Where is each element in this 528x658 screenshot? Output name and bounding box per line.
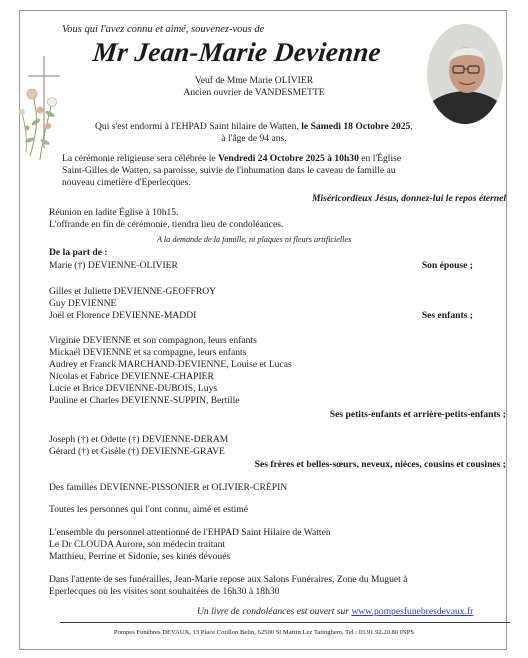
sibling-1: Joseph (†) et Odette (†) DEVIENNE-DERAM: [49, 434, 229, 445]
death-date: le Samedi 18 Octobre 2025: [301, 121, 411, 132]
spouse-name: Marie (†) DEVIENNE-OLIVIER: [49, 260, 178, 271]
death-place: Qui s'est endormi à l'EHPAD Saint hilaire de Watten,: [95, 121, 302, 132]
footer-divider: [60, 622, 510, 623]
condolence-book: [197, 606, 473, 618]
portrait-photo: [427, 24, 503, 124]
sibling-2: Gérard (†) et Gisèle (†) DEVIENNE-GRAVE: [49, 446, 225, 457]
families-line: Des familles DEVIENNE-PISSONIER et OLIVIER-CRÉPIN: [49, 482, 288, 493]
condolence-book-text: Un livre de condoléances est ouvert sur: [197, 606, 352, 617]
widower-line: Veuf de Mme Marie OLIVIER: [194, 75, 314, 86]
age-line: à l'âge de 94 ans.: [221, 133, 287, 144]
ceremony-date: Vendredi 24 Octobre 2025 à 10h30: [218, 153, 359, 164]
child-3: Joël et Florence DEVIENNE-MADDI: [49, 310, 197, 321]
meeting-line-1: Réunion en ladite Église à 10h15.: [49, 207, 179, 218]
intro-line: Vous qui l'avez connu et aimé, souvenez-vous de: [62, 24, 265, 35]
rest-line-1: Dans l'attente de ses funérailles, Jean-Marie repose aux Salons Funéraires, Zone du Muguet à: [49, 574, 408, 585]
child-2: Guy DEVIENNE: [49, 298, 117, 309]
death-comma: ,: [410, 121, 413, 132]
grandchild-4: Nicolas et Fabrice DEVIENNE-CHAPIER: [49, 371, 214, 382]
all-people-line: Toutes les personnes qui l'ont connu, aimé et estimé: [49, 504, 249, 515]
siblings-label: Ses frères et belles-sœurs, neveux, nièces, cousins et cousines ;: [254, 459, 506, 470]
prayer-line: Miséricordieux Jésus, donnez-lui le repos éternel: [311, 193, 506, 204]
meeting-line-2: L'offrande en fin de cérémonie, tiendra lieu de condoléances.: [49, 219, 284, 230]
portrait-silhouette-icon: [427, 24, 503, 124]
condolence-link[interactable]: www.pompesfunebresdevaux.fr: [351, 606, 474, 617]
cross-flowers-icon: [18, 56, 68, 164]
child-1: Gilles et Juliette DEVIENNE-GEOFFROY: [49, 286, 217, 297]
staff-3: Matthieu, Perrine et Sidonie, ses kinés dévoués: [49, 551, 231, 562]
ceremony-line-3: nouveau cimetière d'Eperlecques.: [62, 177, 191, 188]
occupation-line: Ancien ouvrier de VANDESMETTE: [183, 87, 325, 98]
grandchild-2: Mickaël DEVIENNE et sa compagne, leurs enfants: [49, 347, 247, 358]
grandchild-5: Lucie et Brice DEVIENNE-DUBOIS, Luys: [49, 383, 218, 394]
children-label: Ses enfants ;: [421, 310, 473, 321]
death-line: [95, 121, 413, 133]
grandchild-6: Pauline et Charles DEVIENNE-SUPPIN, Bertille: [49, 395, 240, 406]
deceased-name: Mr Jean-Marie Devienne: [91, 37, 383, 67]
spouse-label: Son épouse ;: [421, 260, 473, 271]
grandchild-1: Virginie DEVIENNE et son compagnon, leurs enfants: [49, 335, 257, 346]
ceremony-line-1: [62, 153, 401, 165]
rest-line-2: Eperlecques où les visites sont souhaitées de 16h30 à 18h30: [49, 586, 280, 597]
ceremony-church: en l'Église: [358, 153, 402, 164]
staff-1: L'ensemble du personnel attentionné de l'EHPAD Saint Hilaire de Watten: [49, 527, 331, 538]
footer-address: Pompes Funèbres DEVAUX, 13 Place Cotillon Belin, 62500 St Martin Lez Tatinghem, Tel : 03.91.92.20.80 INPS: [113, 629, 415, 636]
family-request: A la demande de la famille, ni plaques ni fleurs artificielles: [157, 235, 352, 244]
part-heading: De la part de :: [49, 247, 108, 258]
ceremony-intro: La cérémonie religieuse sera célébrée le: [62, 153, 219, 164]
ceremony-line-2: Saint-Gilles de Watten, sa paroisse, suivie de l'inhumation dans le caveau de famille au: [62, 165, 396, 176]
staff-2: Le Dr CLOUDA Aurore, son médecin traitant: [49, 539, 226, 550]
grandchild-3: Audrey et Franck MARCHAND-DEVIENNE, Louise et Lucas: [49, 359, 292, 370]
grandchildren-label: Ses petits-enfants et arrière-petits-enfants ;: [329, 409, 506, 420]
